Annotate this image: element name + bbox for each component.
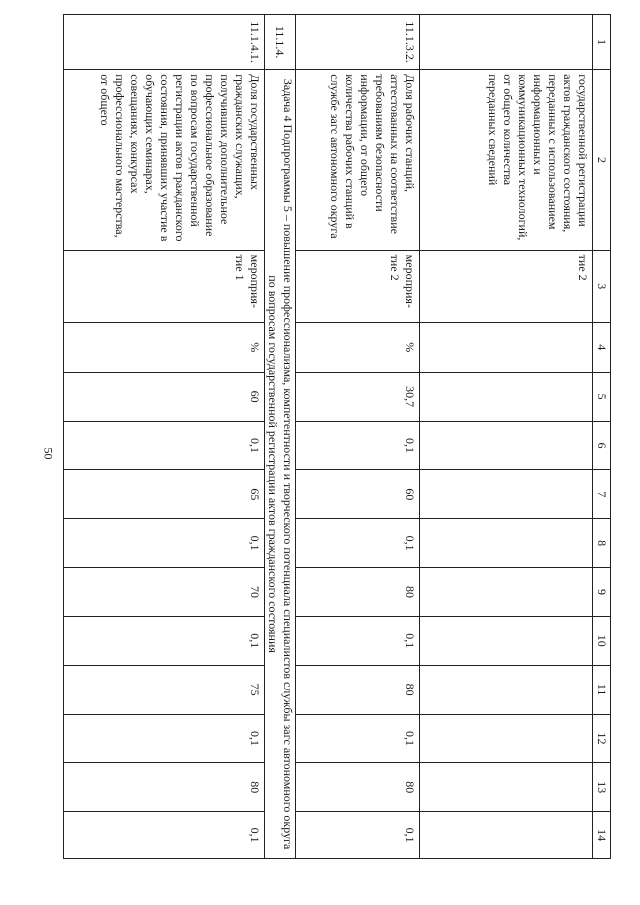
value-cell: 30,7: [296, 372, 420, 421]
value-cell: [420, 812, 593, 859]
value-cell: [420, 372, 593, 421]
value-cell: 0,1: [296, 421, 420, 470]
table-row: [420, 15, 593, 859]
value-cell: 0,1: [64, 714, 265, 763]
header-cell: 7: [593, 470, 611, 519]
row-number: 11.1.3.2.: [296, 15, 420, 70]
value-cell: [420, 763, 593, 812]
header-cell: 5: [593, 372, 611, 421]
value-cell: 0,1: [296, 616, 420, 665]
value-cell: [420, 322, 593, 372]
header-cell: 4: [593, 322, 611, 372]
indicator-name: государственной регистрации актов гражданского состояния, переданных с использованием информационных и коммуникационных технологий, от общего количества переданных сведений: [420, 70, 593, 250]
value-cell: 0,1: [64, 421, 265, 470]
value-cell: [420, 616, 593, 665]
header-cell: 9: [593, 568, 611, 617]
value-cell: 70: [64, 568, 265, 617]
task-number: 11.1.4.: [265, 15, 296, 70]
header-cell: 3: [593, 250, 611, 322]
table-row: [296, 15, 420, 859]
header-cell: 12: [593, 714, 611, 763]
header-cell: 10: [593, 616, 611, 665]
page-number: 50: [41, 447, 56, 460]
indicator-name: Доля государственных гражданских служащих, получивших дополнительное профессиональное образование по вопросам государственной регистрации актов гражданского состояния, принявших участие в обучающих семинарах, совещаниях, конкурсах профессионального мастерства, от общего: [64, 70, 265, 250]
measure-ref: тие 2: [420, 250, 593, 322]
header-cell: 11: [593, 665, 611, 714]
header-row: [593, 15, 611, 859]
value-cell: 75: [64, 665, 265, 714]
value-cell: 0,1: [64, 519, 265, 568]
value-cell: [420, 421, 593, 470]
value-cell: 80: [64, 763, 265, 812]
rotated-table-wrapper: [46, 14, 611, 859]
row-number: [420, 15, 593, 70]
value-cell: [420, 714, 593, 763]
value-cell: [420, 665, 593, 714]
value-cell: [420, 519, 593, 568]
header-cell: 13: [593, 763, 611, 812]
value-cell: 0,1: [64, 812, 265, 859]
row-number: 11.1.4.1.: [64, 15, 265, 70]
task-title: Задача 4 Подпрограммы 5 – повышение профессионализма, компетентности и творческого потенциала специалистов службы загс автономного округа по вопросам государственной регистрации актов гражданского состояния: [265, 70, 296, 859]
header-cell: 6: [593, 421, 611, 470]
value-cell: [420, 568, 593, 617]
measure-ref: мероприя-тие 1: [64, 250, 265, 322]
value-cell: %: [64, 322, 265, 372]
value-cell: 80: [296, 763, 420, 812]
value-cell: 65: [64, 470, 265, 519]
value-cell: 80: [296, 665, 420, 714]
value-cell: 60: [64, 372, 265, 421]
header-cell: 1: [593, 15, 611, 70]
task-row: [265, 15, 296, 859]
header-cell: 8: [593, 519, 611, 568]
value-cell: 0,1: [296, 714, 420, 763]
header-cell: 14: [593, 812, 611, 859]
value-cell: 0,1: [64, 616, 265, 665]
value-cell: 0,1: [296, 812, 420, 859]
indicator-name: Доля рабочих станций, аттестованных на соответствие требованиям безопасности информации, от общего количества рабочих станций в службе загс автономного округа: [296, 70, 420, 250]
table-row: [64, 15, 265, 859]
header-cell: 2: [593, 70, 611, 250]
indicator-table: [63, 14, 611, 859]
measure-ref: мероприя-тие 2: [296, 250, 420, 322]
value-cell: %: [296, 322, 420, 372]
value-cell: 0,1: [296, 519, 420, 568]
value-cell: 80: [296, 568, 420, 617]
value-cell: [420, 470, 593, 519]
value-cell: 60: [296, 470, 420, 519]
